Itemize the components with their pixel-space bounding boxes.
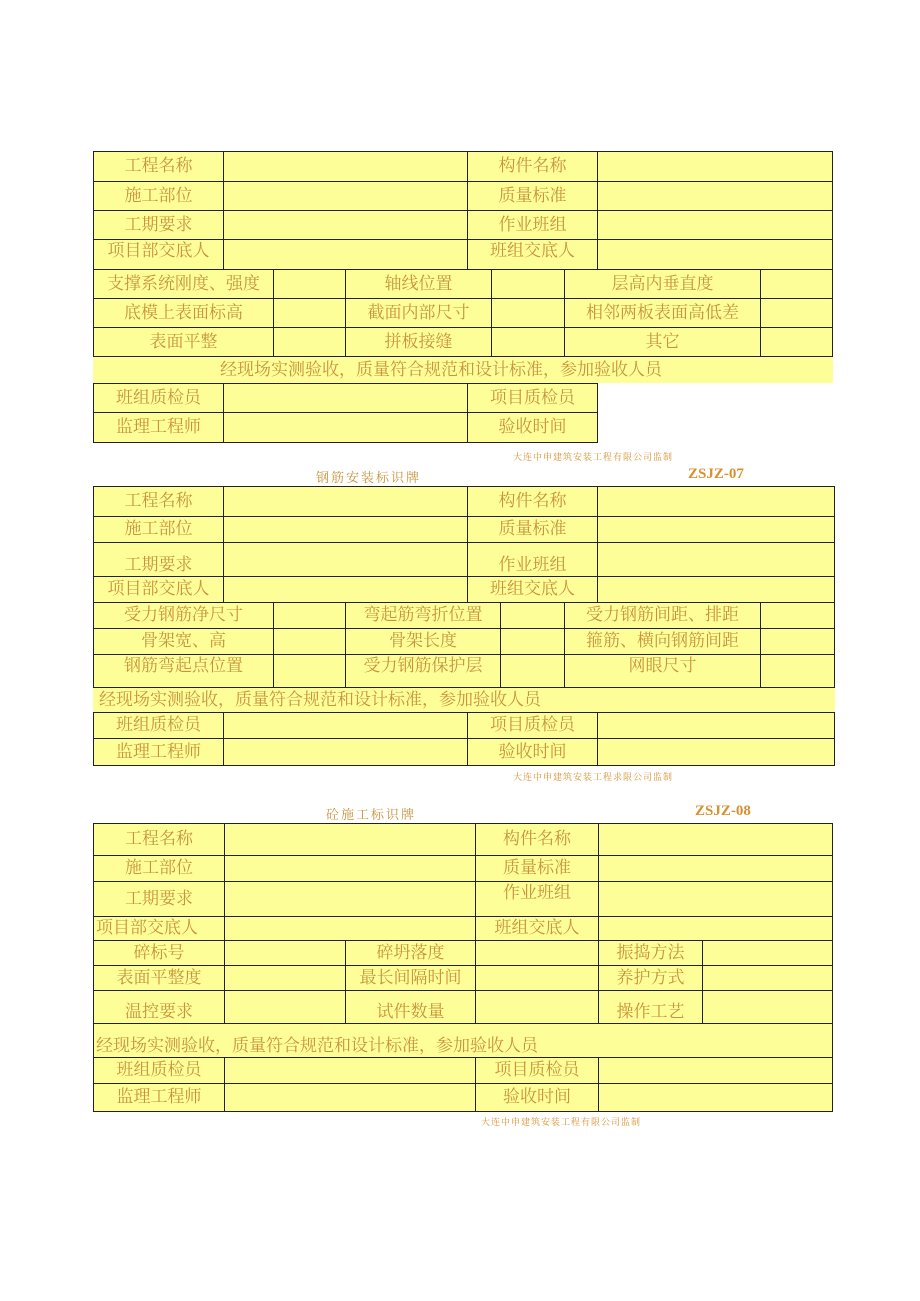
label-adjacent-difference: 相邻两板表面高低差 <box>564 298 761 328</box>
field-team-inspector[interactable] <box>224 1057 476 1084</box>
field-bottom-form-elevation[interactable] <box>273 298 346 328</box>
label-project-inspector: 项目质检员 <box>475 1057 599 1084</box>
acceptance-statement: 经现场实测验收，质量符合规范和设计标准，参加验收人员 <box>93 357 833 383</box>
field-work-location[interactable] <box>224 855 476 882</box>
label-schedule: 工期要求 <box>93 542 224 577</box>
label-team-handover: 班组交底人 <box>467 239 598 270</box>
label-dept-handover: 项目部交底人 <box>93 916 225 941</box>
field-acceptance-time[interactable] <box>598 1083 833 1112</box>
field-team-inspector[interactable] <box>223 712 468 739</box>
field-schedule[interactable] <box>224 881 476 917</box>
field-project-name[interactable] <box>223 486 468 517</box>
label-team-inspector: 班组质检员 <box>93 712 224 739</box>
label-team-handover: 班组交底人 <box>475 916 599 941</box>
sign-code: ZSJZ-07 <box>688 466 744 482</box>
field-component-name[interactable] <box>597 151 833 182</box>
label-quality-standard: 质量标准 <box>467 181 598 211</box>
label-section-size: 截面内部尺寸 <box>345 298 492 328</box>
field-team-handover[interactable] <box>597 576 835 603</box>
field-surface-flat[interactable] <box>273 327 346 357</box>
label-project-inspector: 项目质检员 <box>467 383 598 413</box>
field-rebar-cover[interactable] <box>500 654 565 688</box>
label-surface-flatness: 表面平整度 <box>93 965 225 991</box>
label-frame-length: 骨架长度 <box>345 628 501 655</box>
field-frame-length[interactable] <box>500 628 565 655</box>
label-supervisor: 监理工程师 <box>93 1083 225 1112</box>
field-frame-width-height[interactable] <box>273 628 346 655</box>
field-quality-standard[interactable] <box>598 855 833 882</box>
acceptance-statement: 经现场实测验收，质量符合规范和设计标准，参加验收人员 <box>93 1023 833 1058</box>
sign-code: ZSJZ-08 <box>695 803 751 819</box>
field-bend-position[interactable] <box>500 602 565 629</box>
label-acceptance-time: 验收时间 <box>467 412 598 443</box>
field-component-name[interactable] <box>597 486 835 517</box>
field-quality-standard[interactable] <box>597 516 835 543</box>
field-work-team[interactable] <box>597 210 833 240</box>
label-vibrate-method: 振捣方法 <box>598 940 703 966</box>
field-supervisor[interactable] <box>223 412 468 443</box>
field-axis-position[interactable] <box>491 269 565 299</box>
label-work-location: 施工部位 <box>93 855 225 882</box>
label-work-team: 作业班组 <box>467 542 598 577</box>
label-quality-standard: 质量标准 <box>467 516 598 543</box>
field-work-location[interactable] <box>223 181 468 211</box>
field-supervisor[interactable] <box>224 1083 476 1112</box>
field-vibrate-method[interactable] <box>702 940 833 966</box>
label-other: 其它 <box>564 327 761 357</box>
label-rebar-spacing: 受力钢筋间距、排距 <box>564 602 761 629</box>
field-project-name[interactable] <box>223 151 468 182</box>
acceptance-statement: 经现场实测验收，质量符合规范和设计标准，参加验收人员 <box>93 688 835 713</box>
label-support-stiffness: 支撑系统刚度、强度 <box>93 269 274 299</box>
label-specimen-count: 试件数量 <box>345 990 476 1024</box>
company-footer: 大连中申建筑安装工程有限公司监制 <box>513 453 674 463</box>
field-team-handover[interactable] <box>597 239 833 270</box>
label-axis-position: 轴线位置 <box>345 269 492 299</box>
field-slump[interactable] <box>475 940 599 966</box>
field-work-team[interactable] <box>597 542 835 577</box>
label-work-team: 作业班组 <box>475 881 599 917</box>
field-rebar-spacing[interactable] <box>760 602 835 629</box>
label-bend-start: 钢筋弯起点位置 <box>93 654 274 688</box>
label-project-name: 工程名称 <box>93 151 224 182</box>
label-schedule: 工期要求 <box>93 881 225 917</box>
label-bottom-form-elevation: 底模上表面标高 <box>93 298 274 328</box>
field-component-name[interactable] <box>598 823 833 856</box>
label-work-location: 施工部位 <box>93 181 224 211</box>
label-team-inspector: 班组质检员 <box>93 383 224 413</box>
label-panel-joint: 拼板接缝 <box>345 327 492 357</box>
label-project-name: 工程名称 <box>93 486 224 517</box>
field-quality-standard[interactable] <box>597 181 833 211</box>
label-stirrup-spacing: 箍筋、横向钢筋间距 <box>564 628 761 655</box>
label-slump: 碎坍落度 <box>345 940 476 966</box>
label-schedule: 工期要求 <box>93 210 224 240</box>
label-project-name: 工程名称 <box>93 823 225 856</box>
sign-title: 砼施工标识牌 <box>326 808 417 823</box>
label-floor-verticality: 层高内垂直度 <box>564 269 761 299</box>
field-dept-handover[interactable] <box>224 916 476 941</box>
label-team-handover: 班组交底人 <box>467 576 598 603</box>
field-curing-method[interactable] <box>702 965 833 991</box>
field-support-stiffness[interactable] <box>273 269 346 299</box>
label-acceptance-time: 验收时间 <box>475 1083 599 1112</box>
field-section-size[interactable] <box>491 298 565 328</box>
label-concrete-grade: 碎标号 <box>93 940 225 966</box>
label-frame-width-height: 骨架宽、高 <box>93 628 274 655</box>
field-project-name[interactable] <box>224 823 476 856</box>
field-team-inspector[interactable] <box>223 383 468 413</box>
field-project-inspector[interactable] <box>597 712 835 739</box>
field-panel-joint[interactable] <box>491 327 565 357</box>
label-component-name: 构件名称 <box>475 823 599 856</box>
label-dept-handover: 项目部交底人 <box>93 239 224 270</box>
field-temperature-control[interactable] <box>224 990 346 1024</box>
field-surface-flatness[interactable] <box>224 965 346 991</box>
label-supervisor: 监理工程师 <box>93 738 224 766</box>
field-work-location[interactable] <box>223 516 468 543</box>
field-dept-handover[interactable] <box>223 576 468 603</box>
field-schedule[interactable] <box>223 542 468 577</box>
field-schedule[interactable] <box>223 210 468 240</box>
label-project-inspector: 项目质检员 <box>467 712 598 739</box>
label-supervisor: 监理工程师 <box>93 412 224 443</box>
field-work-team[interactable] <box>598 881 833 917</box>
field-team-handover[interactable] <box>598 916 833 941</box>
label-operation-process: 操作工艺 <box>598 990 703 1024</box>
label-team-inspector: 班组质检员 <box>93 1057 225 1084</box>
label-mesh-size: 网眼尺寸 <box>564 654 761 688</box>
label-acceptance-time: 验收时间 <box>467 738 598 766</box>
field-acceptance-time[interactable] <box>597 738 835 766</box>
label-work-location: 施工部位 <box>93 516 224 543</box>
field-concrete-grade[interactable] <box>224 940 346 966</box>
field-bend-start[interactable] <box>273 654 346 688</box>
label-rebar-net-size: 受力钢筋净尺寸 <box>93 602 274 629</box>
label-component-name: 构件名称 <box>467 151 598 182</box>
label-max-interval: 最长间隔时间 <box>345 965 476 991</box>
field-stirrup-spacing[interactable] <box>760 628 835 655</box>
label-work-team: 作业班组 <box>467 210 598 240</box>
field-max-interval[interactable] <box>475 965 599 991</box>
label-surface-flat: 表面平整 <box>93 327 274 357</box>
field-supervisor[interactable] <box>223 738 468 766</box>
company-footer: 大连中申建筑安装工程有限公司监制 <box>481 1118 642 1128</box>
label-curing-method: 养护方式 <box>598 965 703 991</box>
label-quality-standard: 质量标准 <box>475 855 599 882</box>
label-dept-handover: 项目部交底人 <box>93 576 224 603</box>
sign-title: 钢筋安装标识牌 <box>316 471 422 486</box>
field-other[interactable] <box>760 327 833 357</box>
field-floor-verticality[interactable] <box>760 269 833 299</box>
field-mesh-size[interactable] <box>760 654 835 688</box>
field-project-inspector[interactable] <box>598 1057 833 1084</box>
field-specimen-count[interactable] <box>475 990 599 1024</box>
field-operation-process[interactable] <box>702 990 833 1024</box>
field-adjacent-difference[interactable] <box>760 298 833 328</box>
company-footer: 大连中申建筑安装工程求限公司监制 <box>513 773 674 783</box>
label-temperature-control: 温控要求 <box>93 990 225 1024</box>
field-dept-handover[interactable] <box>223 239 468 270</box>
field-rebar-net-size[interactable] <box>273 602 346 629</box>
label-component-name: 构件名称 <box>467 486 598 517</box>
label-rebar-cover: 受力钢筋保护层 <box>345 654 501 688</box>
label-bend-position: 弯起筋弯折位置 <box>345 602 501 629</box>
